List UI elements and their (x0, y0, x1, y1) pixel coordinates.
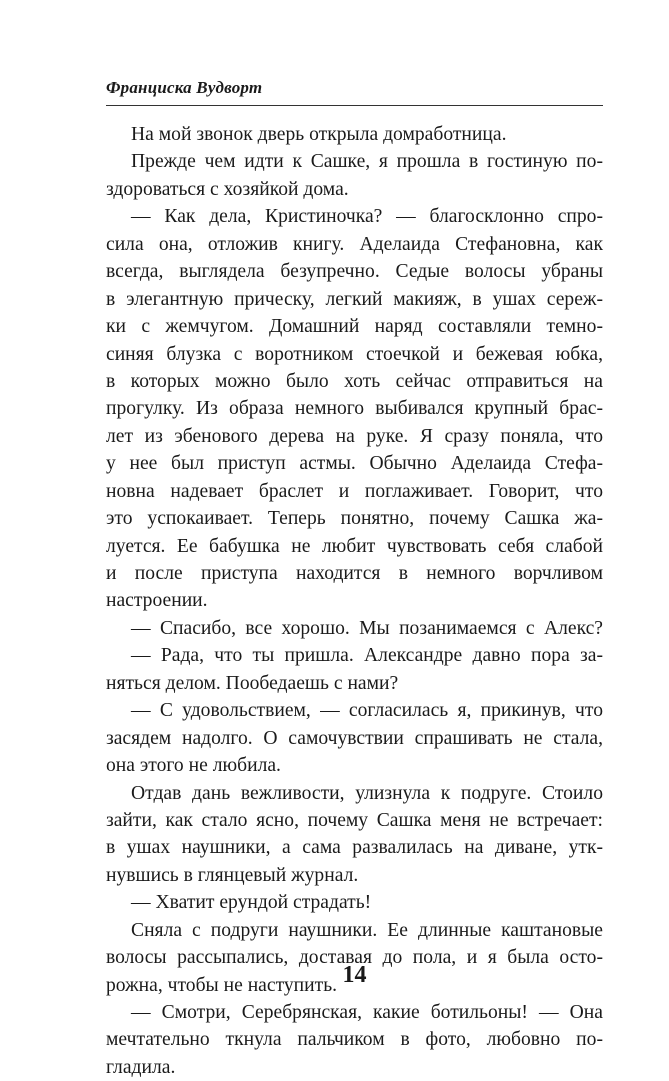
text-line: гладила. (106, 1056, 176, 1078)
text-line: прогулку. Из образа немного выбивался крупный брас- (106, 398, 603, 420)
text-line: мечтательно ткнула пальчиком в фото, любовно по- (106, 1029, 603, 1051)
text-line: волосы рассыпались, доставая до пола, и я была осто- (106, 947, 603, 969)
text-line: — С удовольствием, — согласилась я, прикинув, что (131, 700, 603, 722)
text-line: засядем надолго. О самочувствии спрашивать не стала, (106, 727, 603, 749)
text-line: лет из эбенового дерева на руке. Я сразу поняла, что (106, 425, 603, 447)
text-line: Сняла с подруги наушники. Ее длинные каштановые (131, 919, 603, 941)
body-text (106, 121, 603, 1081)
text-line: новна надевает браслет и поглаживает. Говорит, что (106, 480, 603, 502)
text-line: нувшись в глянцевый журнал. (106, 864, 359, 886)
text-line: — Как дела, Кристиночка? — благосклонно спро- (131, 206, 603, 228)
text-line: это успокаивает. Теперь понятно, почему Сашка жа- (106, 508, 603, 530)
text-line: синяя блузка с воротником стоечкой и бежевая юбка, (106, 343, 603, 365)
text-line: здороваться с хозяйкой дома. (106, 178, 349, 200)
text-line: сила она, отложив книгу. Аделаида Стефановна, как (106, 233, 603, 255)
text-line: зайти, как стало ясно, почему Сашка меня не встречает: (106, 809, 603, 831)
text-line: в элегантную прическу, легкий макияж, в ушах сереж- (106, 288, 603, 310)
text-line: всегда, выглядела безупречно. Седые волосы убраны (106, 261, 603, 283)
text-line: в ушах наушники, а сама развалилась на диване, утк- (106, 837, 603, 859)
text-line: ки с жемчугом. Домашний наряд составляли темно- (106, 316, 603, 338)
text-line: в которых можно было хоть сейчас отправиться на (106, 370, 603, 392)
text-line: и после приступа находится в немного ворчливом (106, 563, 603, 584)
running-head-author: Франциска Вудворт (106, 78, 263, 97)
text-line: На мой звонок дверь открыла домработница. (131, 124, 507, 145)
text-line: Прежде чем идти к Сашке, я прошла в гостиную по- (131, 151, 603, 173)
text-line: — Смотри, Серебрянская, какие ботильоны! — Она (131, 1002, 603, 1023)
text-line: — Спасибо, все хорошо. Мы позанимаемся с Алекс? (131, 617, 603, 639)
text-line: Отдав дань вежливости, улизнула к подруге. Стоило (131, 782, 603, 804)
text-line: няться делом. Пообедаешь с нами? (106, 672, 399, 694)
text-line: — Рада, что ты пришла. Александре давно пора за- (131, 645, 603, 667)
text-line: у нее был приступ астмы. Обычно Аделаида Стефа- (106, 453, 603, 475)
text-line: луется. Ее бабушка не любит чувствовать себя слабой (106, 535, 603, 557)
text-line: — Хватит ерундой страдать! (131, 892, 372, 914)
text-line: настроении. (106, 590, 208, 612)
page-number: 14 (342, 962, 367, 988)
header-rule (106, 105, 603, 106)
text-line: рожна, чтобы не наступить. (106, 974, 338, 996)
text-line: она этого не любила. (106, 755, 281, 777)
